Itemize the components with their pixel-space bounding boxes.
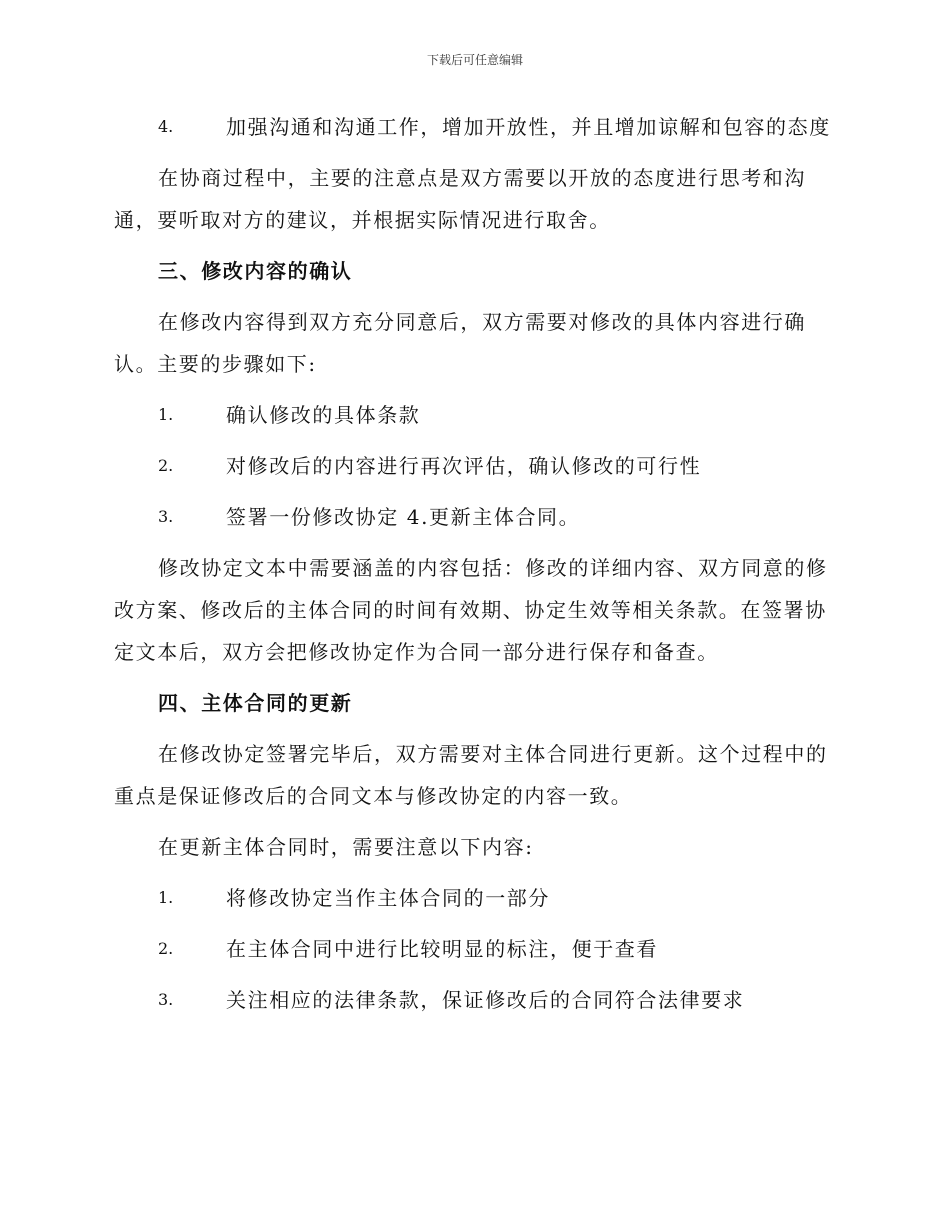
list-item-number: 1. [158, 888, 174, 907]
list-item [114, 979, 836, 1021]
list-item-text: 关注相应的法律条款，保证修改后的合同符合法律要求 [226, 988, 745, 1012]
paragraph: 在修改内容得到双方充分同意后，双方需要对修改的具体内容进行确认。主要的步骤如下: [114, 310, 806, 376]
list-item-number: 4. [158, 117, 174, 136]
list-item [114, 496, 836, 538]
list-item [114, 877, 836, 919]
list-item-text: 签署一份修改协定 4.更新主体合同。 [226, 505, 581, 529]
list-item-number: 3. [158, 990, 174, 1009]
list-item-text: 将修改协定当作主体合同的一部分 [226, 886, 550, 910]
section-heading: 三、修改内容的确认 [158, 259, 353, 283]
section-heading: 四、主体合同的更新 [158, 691, 353, 715]
list-item-text: 在主体合同中进行比较明显的标注，便于查看 [226, 937, 658, 961]
list-item [114, 394, 836, 436]
page-header: 下载后可任意编辑 [426, 53, 523, 67]
document-body [114, 106, 836, 1030]
paragraph: 修改协定文本中需要涵盖的内容包括：修改的详细内容、双方同意的修改方案、修改后的主体合同的时间有效期、协定生效等相关条款。在签署协定文本后，双方会把修改协定作为合同一部分进行保存和备查。 [114, 556, 828, 664]
paragraph: 在协商过程中，主要的注意点是双方需要以开放的态度进行思考和沟通，要听取对方的建议，并根据实际情况进行取舍。 [114, 166, 806, 232]
list-item-text: 确认修改的具体条款 [226, 403, 421, 427]
list-item [114, 445, 836, 487]
list-item-number: 1. [158, 405, 174, 424]
list-item-text: 对修改后的内容进行再次评估，确认修改的可行性 [226, 454, 702, 478]
list-item-text: 加强沟通和沟通工作，增加开放性，并且增加谅解和包容的态度 [226, 115, 831, 139]
paragraph: 在更新主体合同时，需要注意以下内容: [158, 835, 534, 859]
list-item-number: 3. [158, 507, 174, 526]
list-item [114, 106, 836, 148]
list-item-number: 2. [158, 939, 174, 958]
list-item [114, 928, 836, 970]
paragraph: 在修改协定签署完毕后，双方需要对主体合同进行更新。这个过程中的重点是保证修改后的合同文本与修改协定的内容一致。 [114, 742, 828, 808]
list-item-number: 2. [158, 456, 174, 475]
